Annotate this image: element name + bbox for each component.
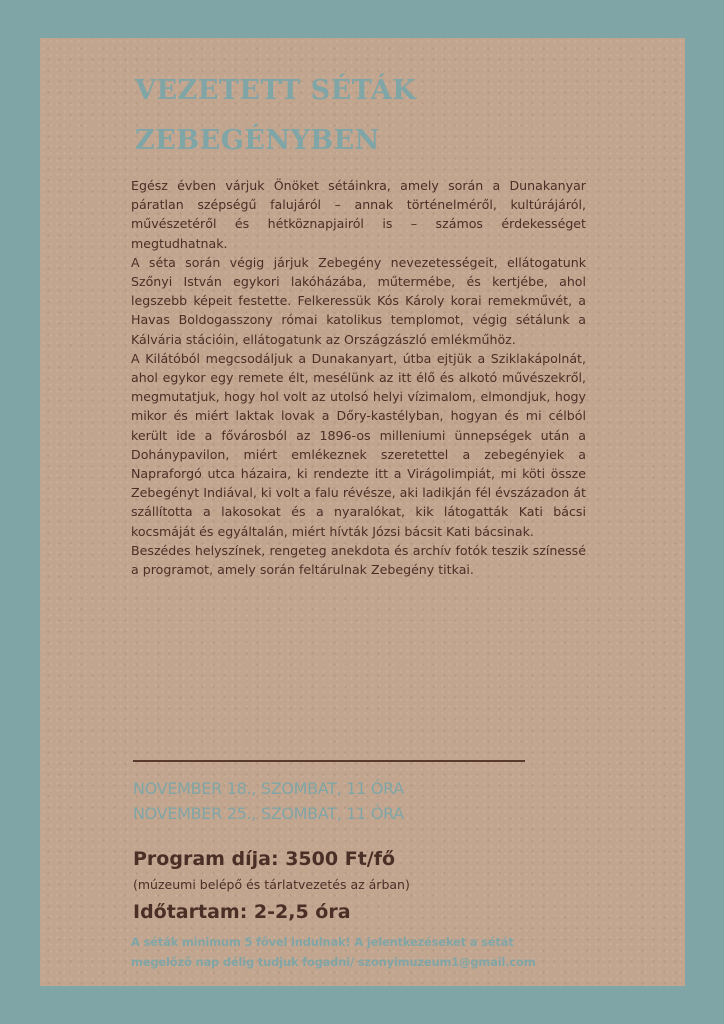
divider [133,760,525,762]
notice-line-2: megelőző nap délig tudjuk fogadni/ szonyimuzeum1@gmail.com [131,955,536,969]
registration-notice [131,932,651,972]
price-label: Program díja: 3500 Ft/fő [133,848,396,870]
description-paragraph: A Kilátóból megcsodáljuk a Dunakanyart, útba ejtjük a Sziklakápolnát, ahol egykor egy remete élt, mesélünk az itt élő és alkotó művészekről, megmutatjuk, hogy hol volt az utolsó helyi vízimalom, elmondjuk, hogy mikor és miért laktak lovak a Dőry-kastélyban, hogyan és mi célból került ide a fővárosból az 1896-os milleniumi ünnepségek után a Dohánypavilon, miért emlékeznek szeretettel a zebegényiek a Napraforgó utca házaira, ki rendezte itt a Virágolimpiát, mi köti össze Zebegényt Indiával, ki volt a falu révésze, aki ladikján fél évszázadon át szállította a lakosokat és a nyaralókat, kik látogatták Kati bácsi kocsmáját és egyáltalán, miért hívták Józsi bácsit Kati bácsinak. [131,350,586,539]
event-dates [133,776,613,826]
description-paragraph: A séta során végig járjuk Zebegény nevezetességeit, ellátogatunk Szőnyi István egykori lakóházába, műtermébe, és kertjébe, ahol legszebb képeit festette. Felkeressük Kós Károly korai remekművét, a Havas Boldogasszony római katolikus templomot, végig sétálunk a Kálvária stációin, ellátogatunk az Országzászló emlékműhöz. [131,254,586,347]
title-line-2: ZEBEGÉNYBEN [135,125,380,156]
notice-line-1: A séták minimum 5 fővel indulnak! A jelentkezéseket a sétát [131,935,514,949]
page-title [135,66,555,166]
description-paragraph: Egész évben várjuk Önöket sétáinkra, amely során a Dunakanyar páratlan szépségű falujáról – annak történelméről, kultúrájáról, művészetéről és hétköznapjairól is – számos érdekességet megtudhatnak. [131,178,586,251]
description-paragraph: Beszédes helyszínek, rengeteg anekdota és archív fotók teszik színessé a programot, amely során feltárulnak Zebegény titkai. [131,542,586,578]
duration-label: Időtartam: 2-2,5 óra [133,901,351,923]
title-line-1: VEZETETT SÉTÁK [135,75,417,106]
event-date: NOVEMBER 18., SZOMBAT, 11 ÓRA [133,779,404,798]
event-date: NOVEMBER 25., SZOMBAT, 11 ÓRA [133,804,404,823]
description [131,176,586,579]
price-note: (múzeumi belépő és tárlatvezetés az árban) [133,877,410,892]
